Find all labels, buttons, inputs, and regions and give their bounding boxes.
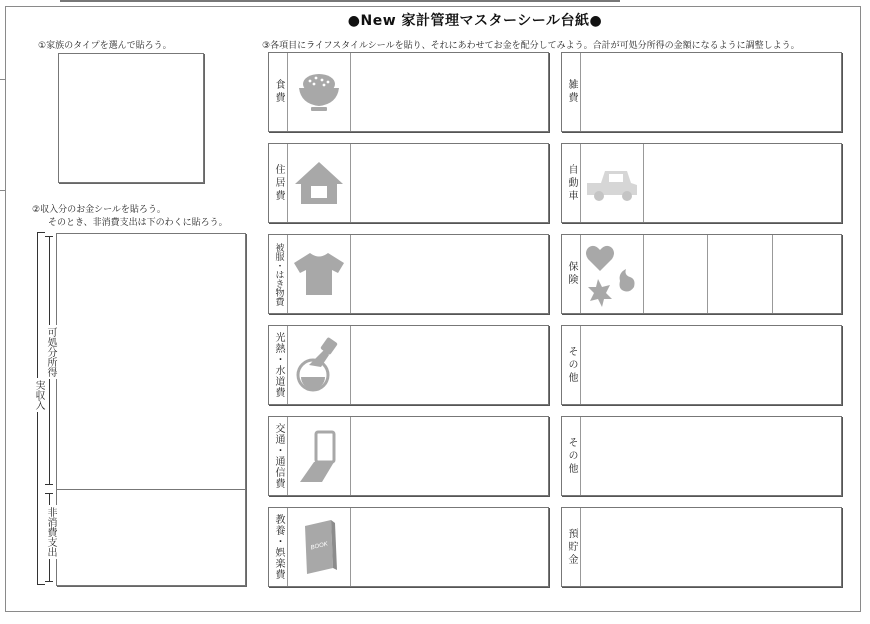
family-type-slot[interactable]: [58, 53, 204, 183]
expense-card-housing[interactable]: [268, 143, 549, 223]
card-icon-cell: [287, 508, 351, 586]
car-icon: [583, 163, 641, 203]
expense-card-culture[interactable]: [268, 507, 549, 587]
card-label-cell: [562, 417, 581, 495]
card-label: 自動車: [566, 163, 577, 203]
bulb-icon: [295, 337, 343, 393]
bracket-tick: [45, 493, 53, 494]
expense-card-misc[interactable]: [561, 52, 842, 132]
book-icon-text: BOOK: [309, 541, 328, 552]
tshirt-icon: [292, 251, 346, 297]
non-consumption-label: 非消費支出: [45, 507, 56, 557]
card-label: 交通・通信費: [273, 423, 284, 489]
card-icon-cell: [287, 144, 351, 222]
card-label: 預貯金: [566, 527, 577, 567]
expense-card-transport[interactable]: [268, 416, 549, 496]
card-label-cell: [269, 508, 288, 586]
card-label: 雑費: [566, 79, 577, 105]
card-label-cell: [562, 235, 581, 313]
card-icon-cell: [580, 235, 644, 313]
rice-bowl-icon: [295, 70, 343, 114]
bracket-tick: [37, 584, 45, 585]
card-label: 保険: [566, 261, 577, 287]
expense-card-other-1[interactable]: [561, 325, 842, 405]
card-label: その他: [566, 436, 577, 476]
phone-icon: [294, 428, 344, 484]
card-label: 光熱・水道費: [273, 332, 284, 398]
card-label-cell: [562, 326, 581, 404]
top-edge-strip: [60, 0, 620, 2]
card-label-cell: [562, 508, 581, 586]
income-divider: [56, 489, 246, 490]
expense-card-car[interactable]: [561, 143, 842, 223]
card-icon-cell: [580, 144, 644, 222]
expense-card-food[interactable]: [268, 52, 549, 132]
card-icon-cell: [287, 417, 351, 495]
bracket-tick: [45, 581, 53, 582]
card-divider: [707, 235, 708, 313]
insurance-icon: [584, 241, 640, 307]
bracket-tick: [45, 484, 53, 485]
card-label: 食費: [273, 79, 284, 105]
step1-instruction: ①家族のタイプを選んで貼ろう。: [38, 41, 172, 51]
card-label: その他: [566, 345, 577, 385]
step2-instruction-2: そのとき、非消費支出は下のわくに貼ろう。: [48, 218, 228, 228]
actual-income-label: 実収入: [33, 380, 44, 410]
income-slot[interactable]: [56, 233, 246, 586]
page-title: ●New 家計管理マスターシール台紙●: [347, 13, 603, 29]
bracket-tick: [45, 236, 53, 237]
card-label-cell: [269, 235, 288, 313]
card-label: 住居費: [273, 163, 284, 203]
step3-instruction: ③各項目にライフスタイルシールを貼り、それにあわせてお金を配分してみよう。合計が可処分所得の金額になるように調整しよう。: [262, 41, 800, 51]
book-icon: [297, 518, 341, 576]
card-divider: [772, 235, 773, 313]
card-icon-cell: [287, 235, 351, 313]
card-label: 被服・はき物費: [273, 242, 284, 306]
card-icon-cell: [287, 326, 351, 404]
card-label-cell: [269, 417, 288, 495]
disposable-income-label: 可処分所得: [45, 327, 56, 377]
house-icon: [293, 160, 345, 206]
expense-card-savings[interactable]: [561, 507, 842, 587]
step2-instruction-1: ②収入分のお金シールを貼ろう。: [32, 205, 166, 215]
card-label: 教養・娯楽費: [273, 514, 284, 580]
card-label-cell: [562, 144, 581, 222]
card-label-cell: [269, 144, 288, 222]
card-label-cell: [562, 53, 581, 131]
expense-card-insurance[interactable]: [561, 234, 842, 314]
card-label-cell: [269, 53, 288, 131]
expense-card-utilities[interactable]: [268, 325, 549, 405]
card-label-cell: [269, 326, 288, 404]
bracket-tick: [37, 232, 45, 233]
expense-card-clothing[interactable]: [268, 234, 549, 314]
expense-card-other-2[interactable]: [561, 416, 842, 496]
card-icon-cell: [287, 53, 351, 131]
